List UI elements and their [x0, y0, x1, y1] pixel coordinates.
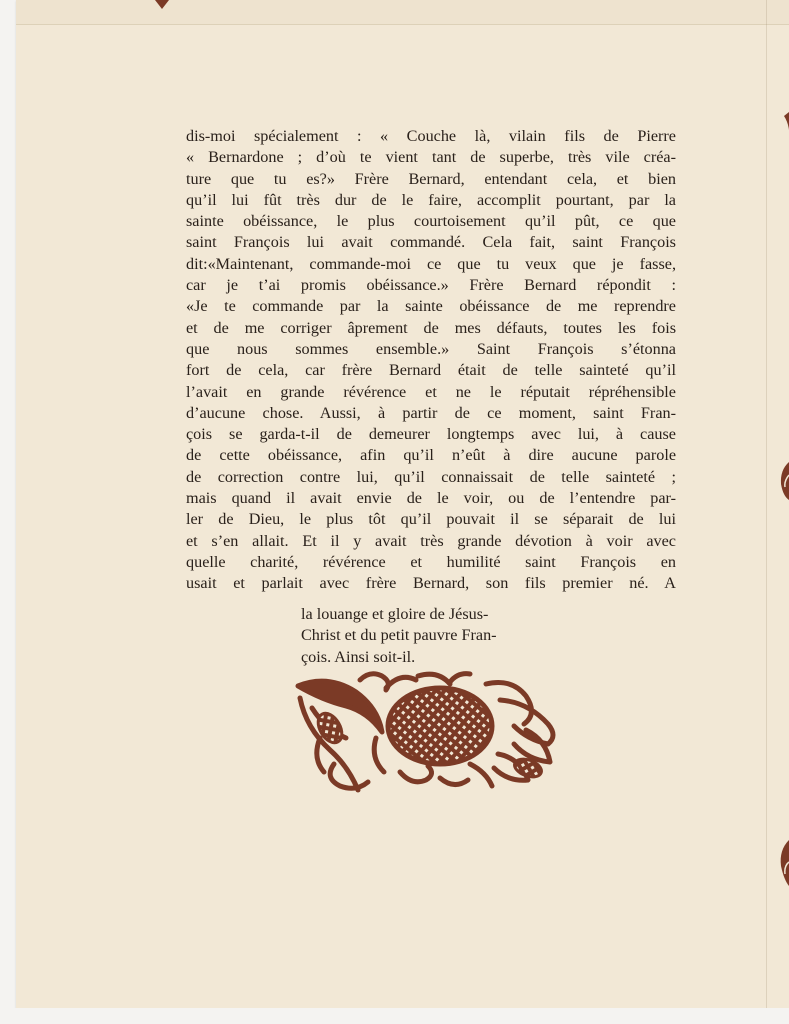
text-line: çois se garda-t-il de demeurer longtemps avec lui, à cause	[186, 425, 676, 444]
text-line: l’avait en grande révérence et ne le réputait répréhensible	[186, 382, 676, 401]
closing-line: la louange et gloire de Jésus-	[301, 605, 489, 623]
page-top-band	[16, 0, 789, 25]
text-line: usait et parlait avec frère Bernard, son fils premier né. A	[186, 574, 676, 593]
text-line: d’aucune chose. Aussi, à partir de ce moment, saint Fran-	[186, 403, 676, 422]
text-line: et de me corriger âprement de mes défauts, toutes les fois	[186, 318, 676, 337]
text-line: dit:«Maintenant, commande-moi ce que tu veux que je fasse,	[186, 254, 676, 273]
text-line: de correction contre lui, qu’il connaissait de telle sainteté ;	[186, 467, 676, 486]
closing-lines	[301, 604, 561, 668]
background-margin-left	[0, 0, 16, 1024]
text-line: ler de Dieu, le plus tôt qu’il pouvait il se séparait de lui	[186, 510, 676, 529]
ornament-fragment-right-icon	[770, 110, 789, 910]
text-line: saint François lui avait commandé. Cela fait, saint François	[186, 233, 676, 252]
text-line: que nous sommes ensemble.» Saint François s’étonna	[186, 339, 676, 358]
text-line: mais quand il avait envie de le voir, ou de l’entendre par-	[186, 489, 676, 508]
page-fold-line	[766, 0, 767, 1010]
background-margin-bottom	[0, 1008, 789, 1024]
fig-and-leaves-woodcut-icon	[290, 668, 566, 794]
text-line: sainte obéissance, le plus courtoisement qu’il pût, ce que	[186, 212, 676, 231]
text-line: de cette obéissance, afin qu’il n’eût à dire aucune parole	[186, 446, 676, 465]
text-line: qu’il lui fût très dur de le faire, accomplit pourtant, par la	[186, 190, 676, 209]
text-line: car je t’ai promis obéissance.» Frère Bernard répondit :	[186, 276, 676, 295]
text-line: dis-moi spécialement : « Couche là, vilain fils de Pierre	[186, 127, 676, 145]
text-line: ture que tu es?» Frère Bernard, entendant cela, et bien	[186, 169, 676, 188]
closing-line: Christ et du petit pauvre Fran-	[301, 626, 497, 645]
text-line: « Bernardone ; d’où te vient tant de superbe, très vile créa-	[186, 148, 676, 167]
text-line: quelle charité, révérence et humilité saint François en	[186, 552, 676, 571]
text-line: et s’en allait. Et il y avait très grande dévotion à voir avec	[186, 531, 676, 550]
ornament-fragment-top-icon	[152, 0, 172, 12]
text-line: fort de cela, car frère Bernard était de telle sainteté qu’il	[186, 361, 676, 380]
body-text	[186, 126, 676, 595]
text-line: «Je te commande par la sainte obéissance de me reprendre	[186, 297, 676, 316]
closing-line: çois. Ainsi soit-il.	[301, 647, 416, 666]
